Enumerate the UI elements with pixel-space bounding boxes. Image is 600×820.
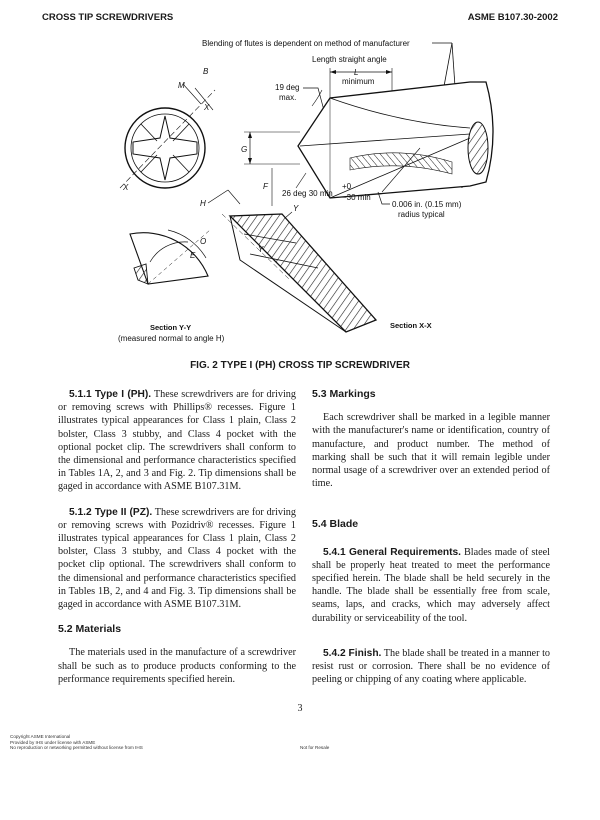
label-radius-typical: radius typical xyxy=(398,210,445,219)
left-column xyxy=(58,388,296,698)
end-view-circle xyxy=(120,84,215,188)
label-tol-plus: +0 xyxy=(342,182,352,191)
label-G: G xyxy=(241,145,248,154)
heading-5-4-2: 5.4.2 Finish. xyxy=(323,647,382,659)
heading-5-2: 5.2 Materials xyxy=(58,623,122,636)
label-Y-bottom: Y xyxy=(258,245,264,254)
label-tol-minus: −30 min xyxy=(342,193,371,202)
page-number: 3 xyxy=(297,703,303,714)
running-header-standard: ASME B107.30-2002 xyxy=(467,12,558,23)
label-E: E xyxy=(190,251,196,260)
label-length-straight-angle: Length straight angle xyxy=(312,55,387,64)
heading-5-1-2: 5.1.2 Type II (PZ). xyxy=(69,506,153,518)
label-section-y-y: Section Y-Y xyxy=(150,323,192,332)
label-section-y-y-note: (measured normal to angle H) xyxy=(118,334,225,343)
screwdriver-figure xyxy=(0,28,600,358)
footer-line-2: Provided by IHS under license with ASME xyxy=(10,739,96,745)
tip-side-view xyxy=(298,82,493,198)
label-F: F xyxy=(263,182,268,191)
right-column xyxy=(312,388,550,698)
heading-5-4: 5.4 Blade xyxy=(312,518,359,531)
para-5-4-1 xyxy=(312,546,550,625)
label-L: L xyxy=(354,68,359,77)
figure-caption: FIG. 2 TYPE I (PH) CROSS TIP SCREWDRIVER xyxy=(190,360,410,371)
heading-5-3: 5.3 Markings xyxy=(312,388,376,400)
label-O: O xyxy=(200,237,207,246)
label-19deg: 19 deg xyxy=(275,83,300,92)
label-minimum: minimum xyxy=(342,77,375,86)
section-y-y-drawing xyxy=(130,230,210,284)
para-5-1-1 xyxy=(58,388,296,494)
label-26deg30min: 26 deg 30 min xyxy=(282,189,333,198)
label-X-bottom: X xyxy=(123,183,129,192)
label-X-top: X xyxy=(204,103,210,112)
heading-5-4-1: 5.4.1 General Requirements. xyxy=(323,546,461,558)
label-M: M xyxy=(178,81,185,90)
text-5-4-1: Blades made of steel shall be properly heat treated to meet the performance specified herein. The blade shall be held securely in the handle. The blade shall be essentially free from scale, seams, laps, and cracks, which may adversely affect durability or serviceability of the tool. xyxy=(312,546,550,624)
label-Y-top: Y xyxy=(293,204,299,213)
text-5-1-1: These screwdrivers are for driving or removing screws with Phillips® recesses. Figure 1 illustrates typical appearances for Class 1 plain, Class 2 bolster, Class 3 stubby, and Class 4 pocket with the optional pocket clip. The screwdrivers shall conform to the dimensional and performance characteristics specified in Tables 1A, 2, and 3 and Fig. 2. Tip dimensions shall be gaged in accordance with ASME B107.31M. xyxy=(58,389,296,493)
running-header-title: CROSS TIP SCREWDRIVERS xyxy=(42,12,174,23)
heading-5-1-1: 5.1.1 Type I (PH). xyxy=(69,389,152,400)
footer-line-1: Copyright ASME International xyxy=(10,734,71,739)
text-5-4-2: The blade shall be treated in a manner to resist rust or corrosion. There shall be no evidence of peeling or chipping of any coating where applicable. xyxy=(312,647,550,686)
not-for-resale: Not for Resale xyxy=(300,745,330,750)
section-x-x-drawing xyxy=(222,214,376,332)
para-5-2: The materials used in the manufacture of a screwdriver shall be such as to produce products conforming to the performance requirements specified herein. xyxy=(58,647,296,685)
label-max: max. xyxy=(279,93,297,102)
footer-line-3: No reproduction or networking permitted without license from IHS xyxy=(10,745,143,751)
text-5-1-2: These screwdrivers are for driving or removing screws with Pozidriv® recesses. Figure 1 illustrates typical appearances for Class 1 plain, Class 2 bolster, Class 3 stubby, and Class 4 pocket with the pocket clip optional. The screwdrivers shall conform to the dimensional and performance characteristics specified in Tables 1B, 2, and 4 and Fig. 3. Tip dimensions shall be gaged in accordance with ASME B107.31M. xyxy=(58,506,296,611)
label-radius: 0.006 in. (0.15 mm) xyxy=(392,200,462,209)
copyright-footer xyxy=(10,734,143,751)
label-section-x-x: Section X-X xyxy=(390,321,432,330)
para-5-4-2 xyxy=(312,647,550,687)
label-H: H xyxy=(200,199,206,208)
para-5-3: Each screwdriver shall be marked in a legible manner with the manufacturer's name or identification, country of manufacture, and product number. The method of marking shall be such that it will remain legible under normal usage of a screwdriver over an extended period of time. xyxy=(312,412,550,490)
note-blending: Blending of flutes is dependent on method of manufacturer xyxy=(202,39,410,48)
para-5-1-2 xyxy=(58,506,296,612)
label-B: B xyxy=(203,67,209,76)
